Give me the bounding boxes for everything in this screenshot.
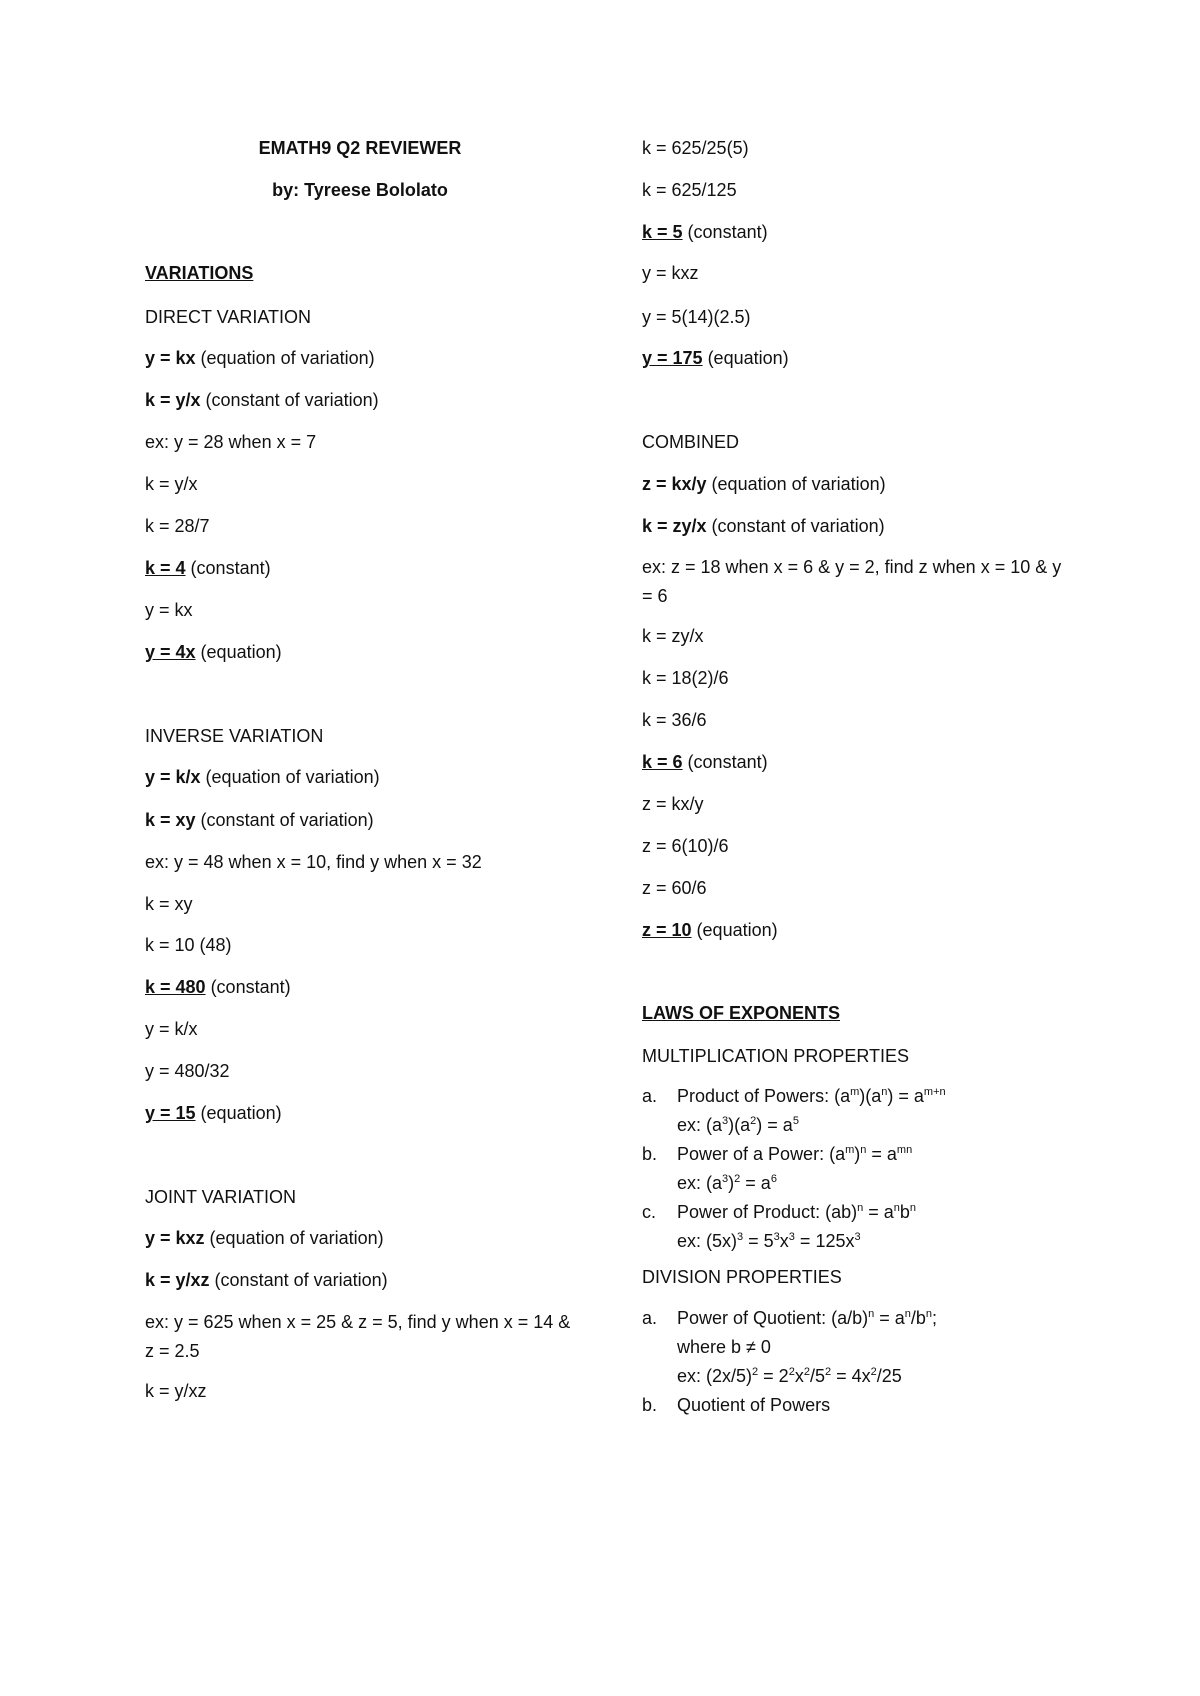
list-item-power-of-quotient: a. Power of Quotient: $(a/b)^n = a^n/b^n$; where b ≠ 0 ex: $(2x/5)^2 = 2^2x^2/5^2 = 4x^2/25$ — [642, 1308, 938, 1386]
direct-equation-result: y = 4x (equation) — [145, 642, 282, 662]
joint-variation-heading: JOINT VARIATION — [145, 1187, 297, 1207]
list-item-quotient-of-powers: b. Quotient of Powers — [642, 1395, 831, 1415]
combined-step: z = 6(10)/6 — [642, 836, 729, 856]
combined-equation-result: z = 10 (equation) — [642, 920, 778, 940]
direct-step: k = y/x — [145, 474, 198, 494]
variations-heading: VARIATIONS — [145, 263, 254, 283]
direct-constant-result: k = 4 (constant) — [145, 558, 271, 578]
inverse-step: y = 480/32 — [145, 1061, 230, 1081]
list-item-power-of-a-power: b. Power of a Power: $(a^m)^n = a^{mn}$ ex: $(a^3)^2 = a^6$ — [642, 1144, 913, 1193]
combined-step: z = 60/6 — [642, 878, 707, 898]
joint-example: ex: y = 625 when x = 25 & z = 5, find y when x = 14 & z = 2.5 — [145, 1312, 571, 1361]
inverse-equation-result: y = 15 (equation) — [145, 1103, 282, 1123]
combined-step: k = zy/x — [642, 626, 704, 646]
inverse-constant: k = xy (constant of variation) — [145, 810, 374, 830]
document-author: by: Tyreese Bololato — [272, 180, 448, 200]
combined-step: k = 18(2)/6 — [642, 668, 729, 688]
inverse-example: ex: y = 48 when x = 10, find y when x = 32 — [145, 852, 482, 872]
inverse-variation-heading: INVERSE VARIATION — [145, 726, 324, 746]
joint-step: y = kxz — [642, 263, 699, 283]
joint-step: k = 625/125 — [642, 180, 737, 200]
direct-variation-heading: DIRECT VARIATION — [145, 307, 312, 327]
inverse-step: k = xy — [145, 894, 193, 914]
document-title: EMATH9 Q2 REVIEWER — [258, 138, 462, 158]
division-properties-heading: DIVISION PROPERTIES — [642, 1267, 842, 1287]
inverse-constant-result: k = 480 (constant) — [145, 977, 291, 997]
combined-step: k = 36/6 — [642, 710, 707, 730]
joint-step: y = 5(14)(2.5) — [642, 307, 751, 327]
inverse-step: y = k/x — [145, 1019, 198, 1039]
joint-constant-result: k = 5 (constant) — [642, 222, 768, 242]
joint-equation: y = kxz (equation of variation) — [145, 1228, 384, 1248]
list-item-product-of-powers: a. Product of Powers: $(a^m)(a^n) = a^{m+n}$ ex: $(a^3)(a^2) = a^5$ — [642, 1086, 946, 1135]
combined-equation: z = kx/y (equation of variation) — [642, 474, 886, 494]
direct-step: y = kx — [145, 600, 193, 620]
direct-step: k = 28/7 — [145, 516, 210, 536]
joint-step: k = 625/25(5) — [642, 138, 749, 158]
joint-step: k = y/xz — [145, 1381, 207, 1401]
direct-constant: k = y/x (constant of variation) — [145, 390, 379, 410]
combined-step: z = kx/y — [642, 794, 704, 814]
direct-equation: y = kx (equation of variation) — [145, 348, 375, 368]
joint-equation-result: y = 175 (equation) — [642, 348, 789, 368]
laws-of-exponents-heading: LAWS OF EXPONENTS — [642, 1003, 841, 1023]
direct-example: ex: y = 28 when x = 7 — [145, 432, 317, 452]
combined-constant: k = zy/x (constant of variation) — [642, 516, 885, 536]
joint-constant: k = y/xz (constant of variation) — [145, 1270, 388, 1290]
multiplication-properties-heading: MULTIPLICATION PROPERTIES — [642, 1046, 910, 1066]
list-item-power-of-product: c. Power of Product: $(ab)^n = a^nb^n$ ex: $(5x)^3 = 5^3x^3 = 125x^3$ — [642, 1202, 917, 1251]
inverse-equation: y = k/x (equation of variation) — [145, 767, 380, 787]
combined-example: ex: z = 18 when x = 6 & y = 2, find z when x = 10 & y = 6 — [642, 557, 1062, 606]
combined-heading: COMBINED — [642, 432, 740, 452]
inverse-step: k = 10 (48) — [145, 935, 232, 955]
combined-constant-result: k = 6 (constant) — [642, 752, 768, 772]
